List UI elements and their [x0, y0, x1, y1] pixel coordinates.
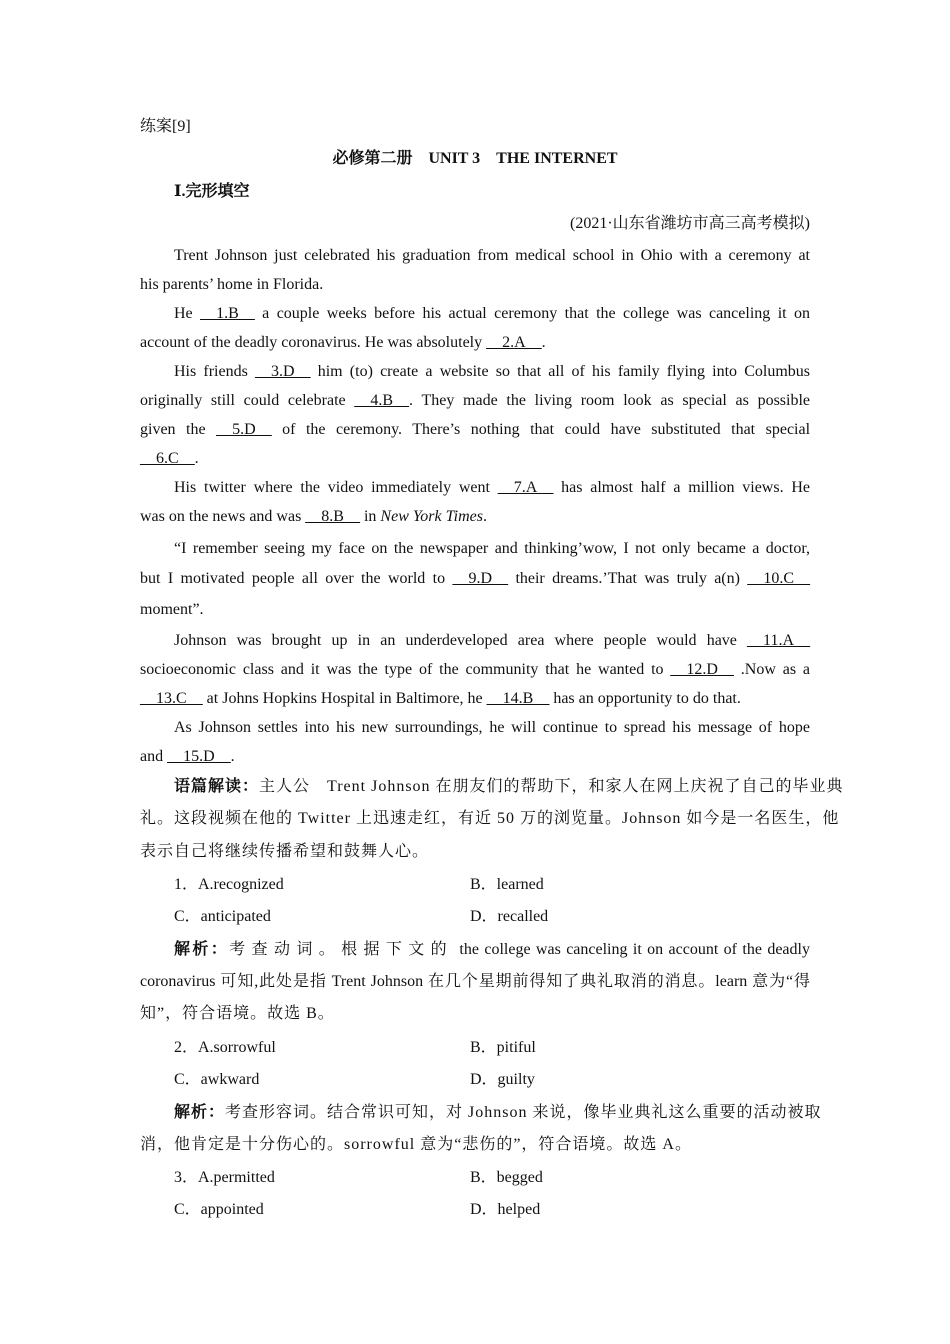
text: in — [363, 508, 377, 525]
passage-line — [140, 507, 810, 527]
option-2c: C．awkward — [174, 1071, 260, 1088]
text: . — [482, 508, 487, 525]
text: a couple weeks before his actual ceremony that the college was canceling it on — [262, 305, 810, 322]
answer-blank-15: __15.D__ — [167, 748, 231, 765]
unit-title — [140, 149, 810, 169]
text: and — [140, 748, 164, 765]
text: him (to) create a website so that all of his family flying into Columbus — [317, 363, 810, 380]
passage-line — [140, 747, 810, 767]
source-note: (2021·山东省潍坊市高三高考模拟) — [570, 215, 810, 232]
text: given the — [140, 421, 206, 438]
reading-note-line — [140, 777, 844, 797]
reading-note-label: 语篇解读： — [174, 778, 260, 795]
explanation-line — [140, 1103, 822, 1123]
passage-line: his parents’ home in Florida. — [140, 276, 324, 293]
text: . They made the living room look as special as possible — [409, 392, 811, 409]
text: . — [194, 450, 199, 467]
reading-note-line: 礼。这段视频在他的 Twitter 上迅速走红，有近 50 万的浏览量。Johnson 如今是一名医生，他 — [140, 810, 840, 827]
passage-line — [140, 478, 810, 498]
text: at Johns Hopkins Hospital in Baltimore, he — [206, 690, 483, 707]
option-1c: C．anticipated — [174, 908, 271, 925]
answer-blank-4: __4.B__ — [354, 392, 410, 409]
answer-blank-13: __13.C__ — [140, 690, 203, 707]
answer-blank-7: __7.A__ — [497, 479, 554, 496]
option-1d: D．recalled — [470, 908, 549, 925]
text: 考查动词。根据下文的 — [229, 941, 454, 958]
passage-line — [140, 660, 810, 680]
answer-blank-2: __2.A__ — [486, 334, 542, 351]
answer-blank-11: __11.A__ — [747, 632, 811, 649]
unit-title-text: 必修第二册 UNIT 3 THE INTERNET — [332, 150, 618, 167]
exercise-label: 练案[9] — [140, 118, 191, 135]
passage-line — [140, 333, 810, 353]
text: Johnson was brought up in an underdeveloped area where people would have — [174, 632, 737, 649]
passage-line — [140, 631, 810, 651]
option-3c: C．appointed — [174, 1201, 264, 1218]
text: . — [541, 334, 546, 351]
text: .Now as a — [740, 661, 810, 678]
text: . — [230, 748, 235, 765]
text: their dreams.’That was truly a(n) — [515, 570, 740, 587]
text: the college was canceling it on account of the deadly — [459, 941, 810, 958]
option-3a: 3．A.permitted — [174, 1169, 275, 1186]
text: socioeconomic class and it was the type of the community that he wanted to — [140, 661, 664, 678]
text: His twitter where the video immediately went — [174, 479, 490, 496]
option-2d: D．guilty — [470, 1071, 535, 1088]
text: 考查形容词。结合常识可知，对 Johnson 来说，像毕业典礼这么重要的活动被取 — [225, 1104, 822, 1121]
passage-line — [140, 449, 810, 469]
passage-line: Trent Johnson just celebrated his graduation from medical school in Ohio with a ceremony at — [174, 247, 810, 264]
answer-blank-14: __14.B__ — [486, 690, 550, 707]
option-3d: D．helped — [470, 1201, 541, 1218]
passage-line — [140, 362, 810, 382]
option-3b: B．begged — [470, 1169, 543, 1186]
passage-line — [140, 689, 810, 709]
text: has almost half a million views. He — [561, 479, 811, 496]
text: of the ceremony. There’s nothing that could have substituted that special — [282, 421, 811, 438]
answer-blank-1: __1.B__ — [200, 305, 255, 322]
text: He — [174, 305, 193, 322]
passage-line: moment”. — [140, 601, 204, 618]
option-2b: B．pitiful — [470, 1039, 536, 1056]
option-2a: 2．A.sorrowful — [174, 1039, 276, 1056]
answer-blank-9: __9.D__ — [452, 570, 509, 587]
newspaper-name: New York Times — [380, 508, 483, 525]
option-1a: 1．A.recognized — [174, 876, 284, 893]
explanation-label: 解析： — [174, 941, 230, 958]
passage-line — [140, 391, 810, 411]
explanation-line — [140, 940, 810, 960]
text: has an opportunity to do that. — [553, 690, 741, 707]
option-1b: B．learned — [470, 876, 544, 893]
text: His friends — [174, 363, 248, 380]
explanation-line: 知”，符合语境。故选 B。 — [140, 1005, 335, 1022]
text: was on the news and was — [140, 508, 302, 525]
text: but I motivated people all over the world to — [140, 570, 446, 587]
answer-blank-12: __12.D__ — [670, 661, 734, 678]
answer-blank-10: __10.C__ — [747, 570, 811, 587]
explanation-line: 消，他肯定是十分伤心的。sorrowful 意为“悲伤的”，符合语境。故选 A。 — [140, 1136, 692, 1153]
explanation-line: coronavirus 可知,此处是指 Trent Johnson 在几个星期前得知了典礼取消的消息。learn 意为“得 — [140, 973, 810, 990]
explanation-label: 解析： — [174, 1104, 226, 1121]
text: originally still could celebrate — [140, 392, 346, 409]
reading-note-line: 表示自己将继续传播希望和鼓舞人心。 — [140, 843, 430, 860]
section-heading: Ⅰ.完形填空 — [174, 183, 250, 200]
text: account of the deadly coronavirus. He was absolutely — [140, 334, 483, 351]
passage-line — [140, 304, 810, 324]
text: 主人公 Trent Johnson 在朋友们的帮助下，和家人在网上庆祝了自己的毕业典 — [259, 778, 844, 795]
passage-line — [140, 420, 810, 440]
answer-blank-5: __5.D__ — [216, 421, 272, 438]
answer-blank-8: __8.B__ — [305, 508, 360, 525]
answer-blank-6: __6.C__ — [140, 450, 195, 467]
answer-blank-3: __3.D__ — [255, 363, 311, 380]
passage-line: As Johnson settles into his new surroundings, he will continue to spread his message of hope — [174, 719, 810, 736]
passage-line: “I remember seeing my face on the newspaper and thinking’wow, I not only became a doctor, — [174, 540, 810, 557]
passage-line — [140, 569, 810, 589]
